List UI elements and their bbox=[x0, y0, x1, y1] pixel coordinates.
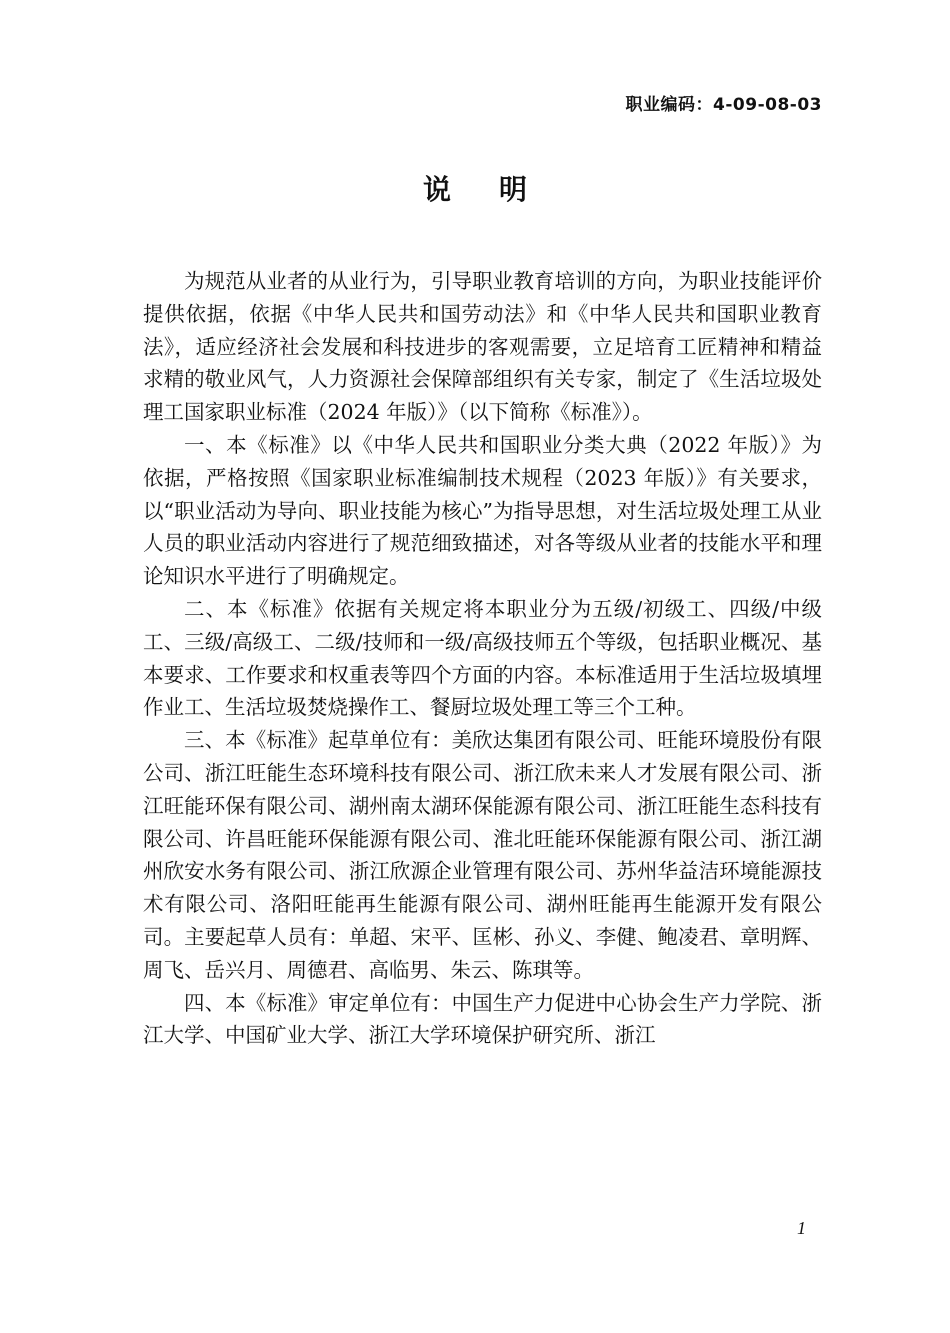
paragraph-section-4: 四、本《标准》审定单位有：中国生产力促进中心协会生产力学院、浙江大学、中国矿业大学、浙江大学环境保护研究所、浙江 bbox=[143, 990, 822, 1048]
page-title: 说明 bbox=[422, 173, 575, 206]
occupation-code: 职业编码：4-09-08-03 bbox=[625, 95, 822, 115]
page-number: 1 bbox=[797, 1218, 806, 1238]
paragraph-section-1: 一、本《标准》以《中华人民共和国职业分类大典（2022 年版）》为依据，严格按照《国家职业标准编制技术规程（2023 年版）》有关要求，以“职业活动为导向、职业技能为核心”为指导思想，对生活垃圾处理工从业人员的职业活动内容进行了规范细致描述，对各等级从业者的技能水平和理论知识水平进行了明确规定。 bbox=[143, 432, 822, 589]
paragraph-section-2: 二、本《标准》依据有关规定将本职业分为五级/初级工、四级/中级工、三级/高级工、二级/技师和一级/高级技师五个等级，包括职业概况、基本要求、工作要求和权重表等四个方面的内容。本标准适用于生活垃圾填埋作业工、生活垃圾焚烧操作工、餐厨垃圾处理工等三个工种。 bbox=[143, 596, 822, 720]
document-body bbox=[143, 265, 822, 1052]
paragraph-section-3: 三、本《标准》起草单位有：美欣达集团有限公司、旺能环境股份有限公司、浙江旺能生态环境科技有限公司、浙江欣未来人才发展有限公司、浙江旺能环保有限公司、湖州南太湖环保能源有限公司、浙江旺能生态科技有限公司、许昌旺能环保能源有限公司、淮北旺能环保能源有限公司、浙江湖州欣安水务有限公司、浙江欣源企业管理有限公司、苏州华益洁环境能源技术有限公司、洛阳旺能再生能源有限公司、湖州旺能再生能源开发有限公司。主要起草人员有：单超、宋平、匡彬、孙义、李健、鲍凌君、章明辉、周飞、岳兴月、周德君、高临男、朱云、陈琪等。 bbox=[143, 728, 822, 982]
intro-paragraph: 为规范从业者的从业行为，引导职业教育培训的方向，为职业技能评价提供依据，依据《中华人民共和国劳动法》和《中华人民共和国职业教育法》，适应经济社会发展和科技进步的客观需要，立足培育工匠精神和精益求精的敬业风气，人力资源社会保障部组织有关专家，制定了《生活垃圾处理工国家职业标准（2024 年版）》（以下简称《标准》）。 bbox=[143, 269, 822, 425]
